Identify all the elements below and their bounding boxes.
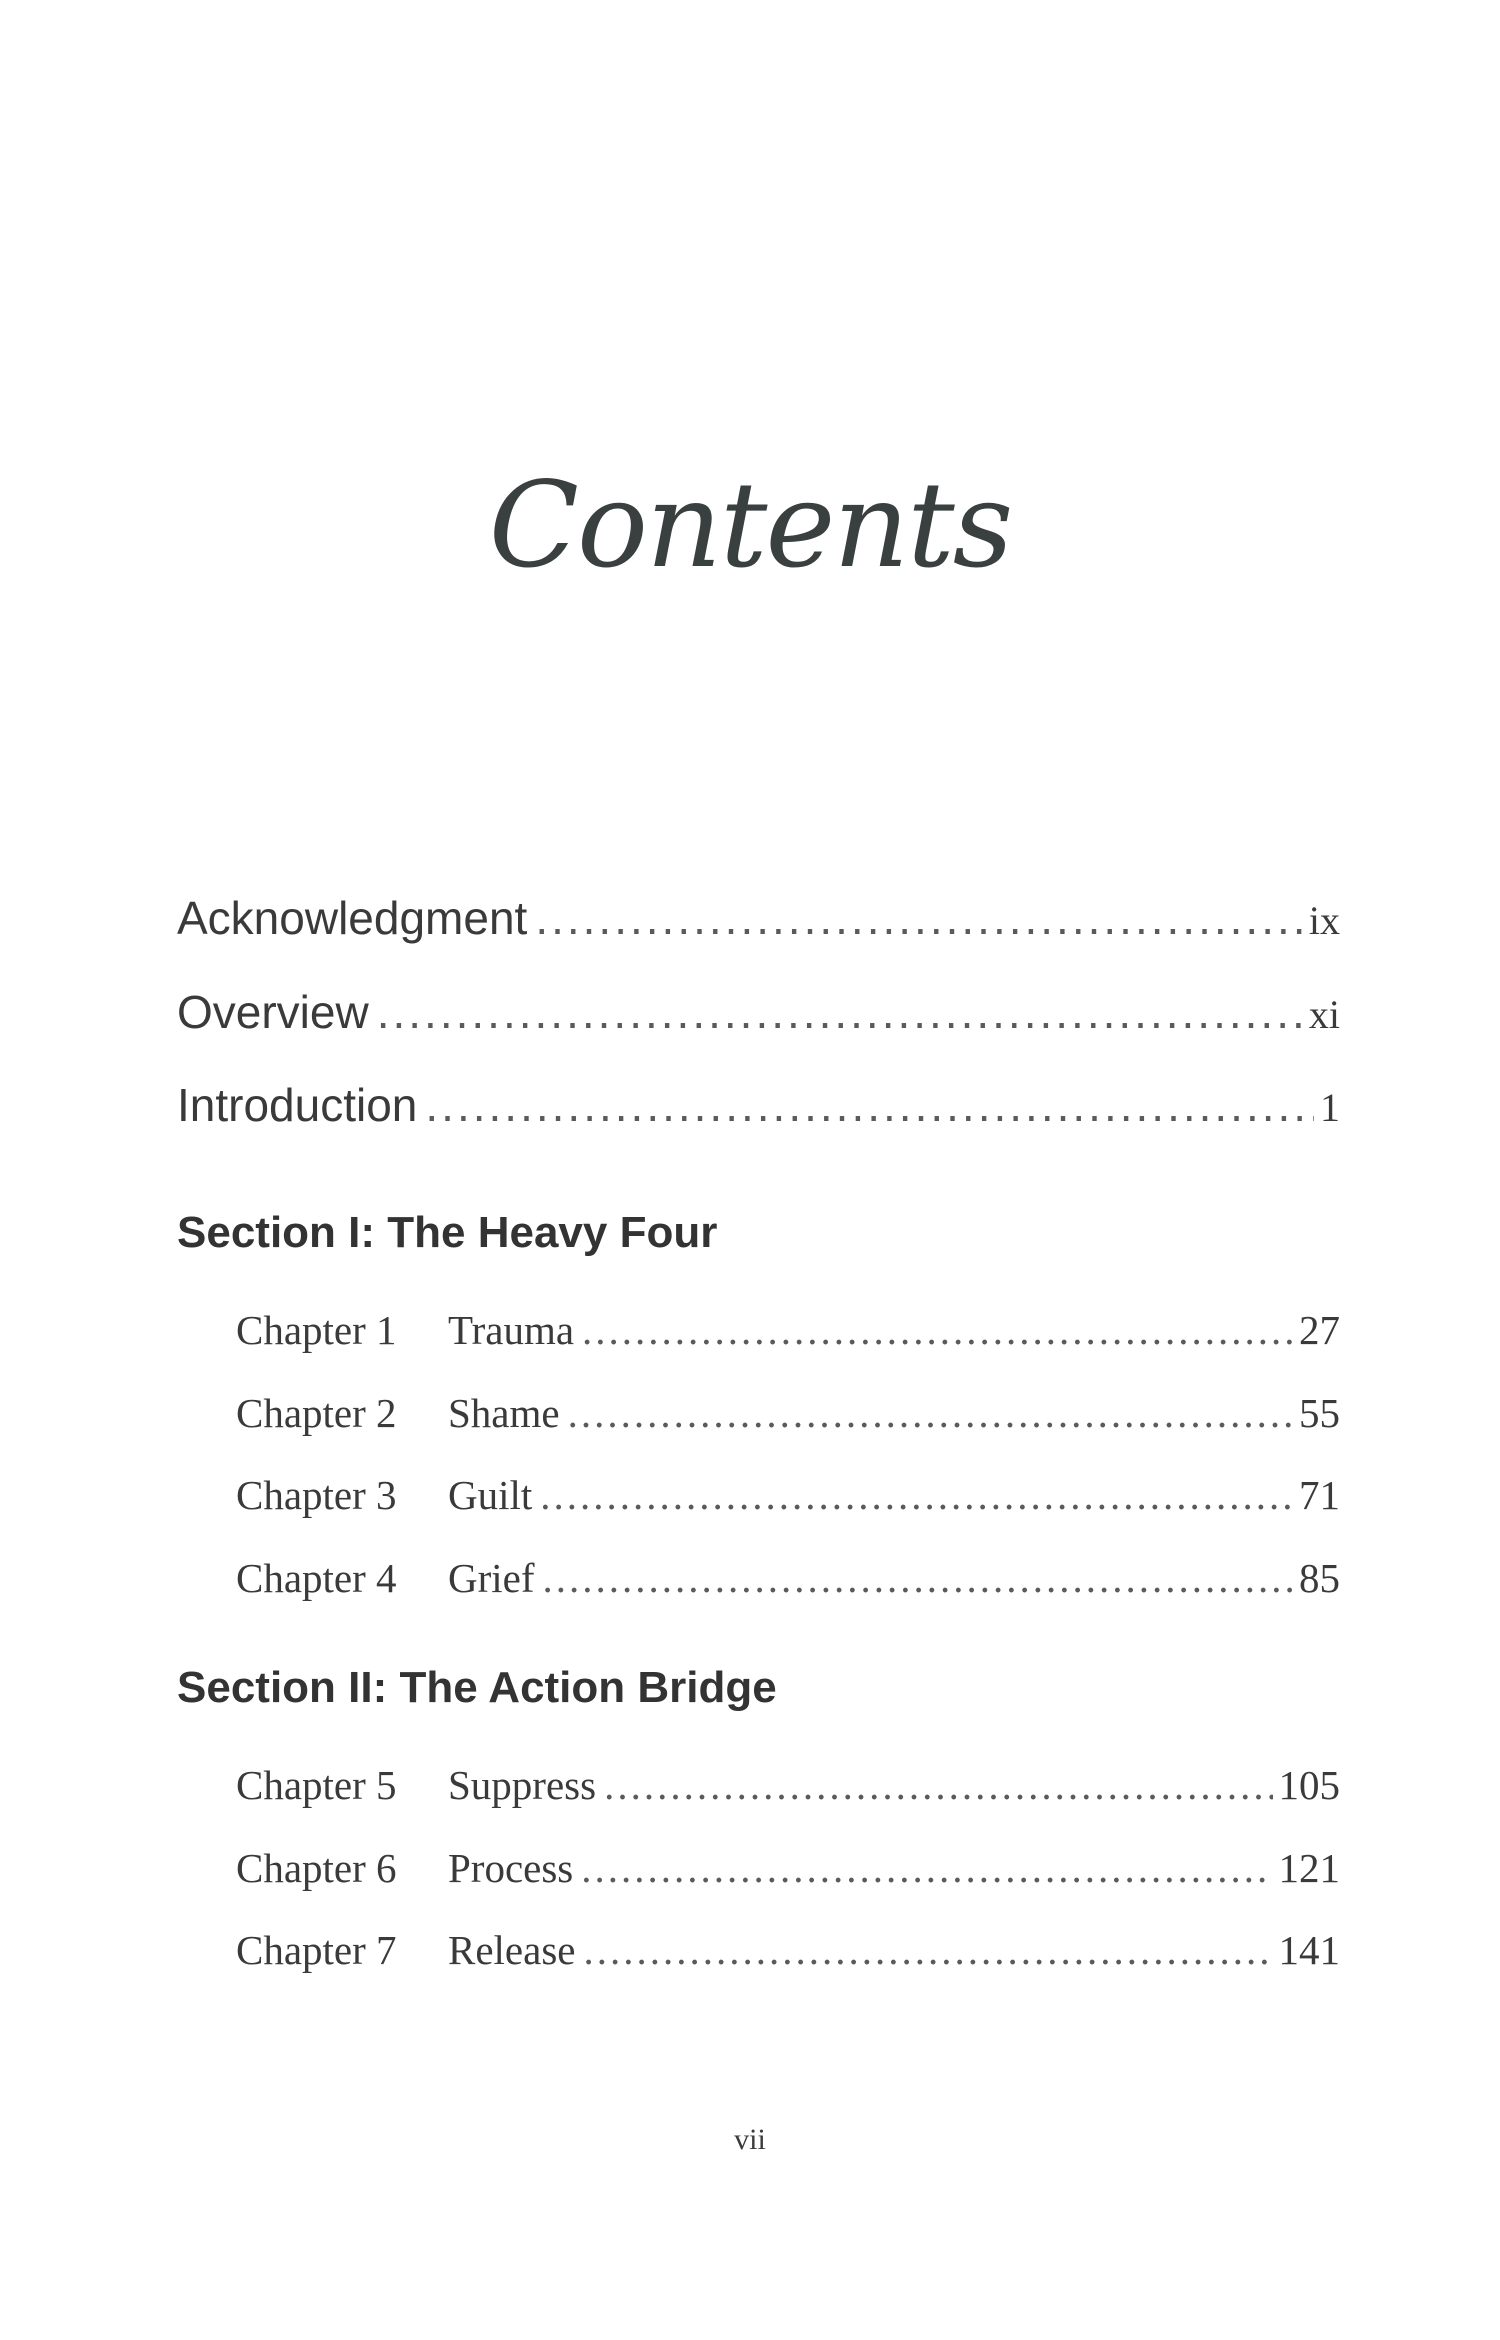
chapter-page: 141 (1278, 1927, 1340, 1973)
chapter-page: 71 (1299, 1472, 1340, 1518)
page-title: Contents (488, 456, 1012, 594)
dot-leader (604, 1757, 1272, 1813)
dot-leader (377, 982, 1303, 1042)
chapter-title: Trauma (448, 1307, 575, 1353)
chapter-page: 27 (1299, 1307, 1340, 1353)
page-number: vii (734, 2123, 766, 2156)
toc-chapter-5 (236, 1757, 1340, 1813)
toc-chapter-1 (236, 1302, 1340, 1358)
toc-chapter-3 (236, 1467, 1340, 1523)
section-heading-2: Section II: The Action Bridge (177, 1663, 777, 1712)
toc-chapter-2 (236, 1385, 1340, 1441)
toc-entry-page: xi (1308, 992, 1340, 1037)
dot-leader (581, 1840, 1272, 1896)
chapter-title: Shame (448, 1390, 560, 1436)
dot-leader (568, 1385, 1293, 1441)
dot-leader (582, 1302, 1293, 1358)
toc-entry-label: Introduction (177, 1079, 418, 1131)
toc-entry-label: Acknowledgment (177, 892, 528, 944)
chapter-number: Chapter 6 (236, 1845, 397, 1891)
chapter-number: Chapter 5 (236, 1762, 397, 1808)
toc-entry-label: Overview (177, 986, 369, 1038)
chapter-number: Chapter 2 (236, 1390, 397, 1436)
toc-entry-page: ix (1308, 898, 1340, 943)
toc-entry-introduction (177, 1075, 1340, 1138)
chapter-page: 85 (1299, 1555, 1340, 1601)
chapter-page: 55 (1299, 1390, 1340, 1436)
toc-entry-acknowledgment (177, 888, 1340, 951)
dot-leader (425, 1075, 1314, 1135)
dot-leader (543, 1550, 1293, 1606)
dot-leader (540, 1467, 1293, 1523)
chapter-number: Chapter 7 (236, 1927, 397, 1973)
chapter-title: Suppress (448, 1762, 597, 1808)
chapter-title: Guilt (448, 1472, 533, 1518)
chapter-title: Grief (448, 1555, 535, 1601)
dot-leader (535, 888, 1303, 948)
toc-entry-page: 1 (1320, 1085, 1340, 1130)
chapter-page: 121 (1278, 1845, 1340, 1891)
toc-chapter-7 (236, 1922, 1340, 1978)
chapter-number: Chapter 3 (236, 1472, 397, 1518)
chapter-title: Release (448, 1927, 576, 1973)
dot-leader (583, 1922, 1272, 1978)
chapter-page: 105 (1278, 1762, 1340, 1808)
section-heading-1: Section I: The Heavy Four (177, 1208, 718, 1257)
chapter-number: Chapter 4 (236, 1555, 397, 1601)
toc-entry-overview (177, 982, 1340, 1045)
chapter-title: Process (448, 1845, 574, 1891)
toc-chapter-6 (236, 1840, 1340, 1896)
toc-chapter-4 (236, 1550, 1340, 1606)
chapter-number: Chapter 1 (236, 1307, 397, 1353)
